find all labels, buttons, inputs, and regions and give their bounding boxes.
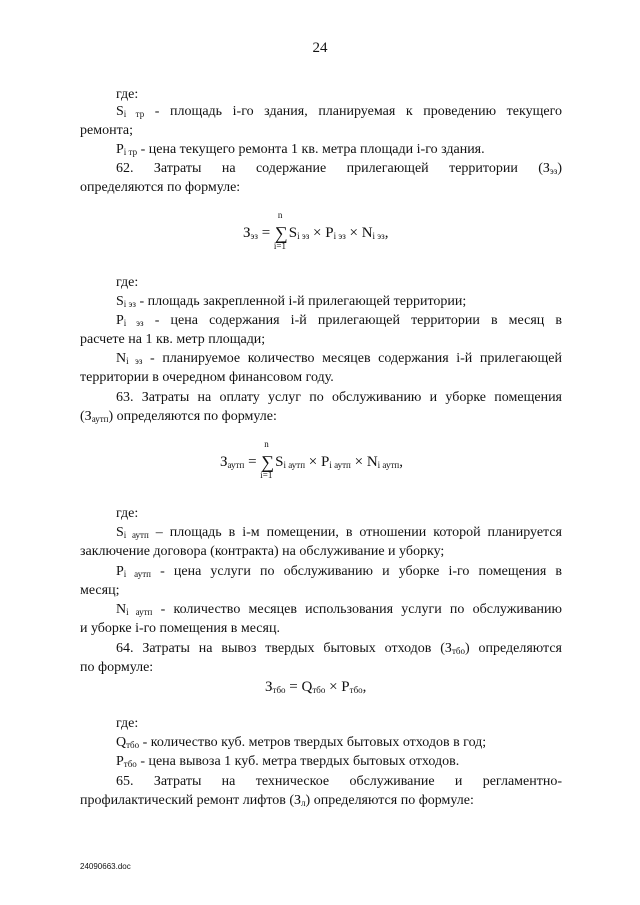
definition-s-iautp: $S_{i аутп}$ – площадь в i-м помещении, в отношении которой планируется	[116, 525, 562, 540]
definition-n-iez-continued: территории в очередном финансовом году.	[80, 370, 334, 385]
item-65-heading-continued: профилактический ремонт лифтов $(З_л)$ определяются по формуле:	[80, 793, 474, 808]
formula-62: $З_{эз}$ = ∑ n i=1 $S_{i эз} \times P_{i эз} \times N_{i эз}$,	[243, 210, 389, 251]
where-label: где:	[116, 506, 139, 521]
where-label: где:	[116, 87, 139, 102]
definition-p-itr: $P_{i тр}$ - цена текущего ремонта 1 кв. метра площади i-го здания.	[116, 142, 485, 157]
where-label: где:	[116, 275, 139, 290]
sum-symbol: ∑ n i=1	[260, 439, 275, 480]
where-label: где:	[116, 716, 139, 731]
formula-64: $З_{тбо} = Q_{тбо} \times P_{тбо}$,	[265, 679, 367, 695]
sum-symbol: ∑ n i=1	[273, 210, 288, 251]
definition-n-iez: $N_{i эз}$ - планируемое количество месяцев содержания i-й прилегающей	[116, 351, 562, 366]
definition-p-iez-continued: расчете на 1 кв. метр площади;	[80, 332, 266, 347]
document-footer: 24090663.doc	[80, 862, 131, 871]
definition-p-iautp-continued: месяц;	[80, 583, 120, 598]
item-62-heading-continued: определяются по формуле:	[80, 180, 241, 195]
item-64-heading-continued: по формуле:	[80, 660, 154, 675]
definition-q-tbo: $Q_{тбо}$ - количество куб. метров твердых бытовых отходов в год;	[116, 735, 487, 750]
definition-p-tbo: $P_{тбо}$ - цена вывоза 1 куб. метра твердых бытовых отходов.	[116, 754, 460, 769]
item-63-heading-continued: $(З_{аутп})$ определяются по формуле:	[80, 409, 277, 424]
page-number: 24	[312, 40, 328, 56]
item-63-heading: 63. Затраты на оплату услуг по обслуживанию и уборке помещения	[116, 390, 562, 405]
definition-s-itr: $S_{i тр}$ - площадь i-го здания, планируемая к проведению текущего	[116, 104, 563, 119]
formula-63: $З_{аутп}$ = ∑ n i=1 $S_{i аутп} \times P_{i аутп} \times N_{i аутп}$,	[220, 439, 403, 480]
item-64-heading: 64. Затраты на вывоз твердых бытовых отходов $(З_{тбо})$ определяются	[116, 641, 562, 656]
definition-p-iautp: $P_{i аутп}$ - цена услуги по обслуживанию и уборке i-го помещения в	[116, 564, 562, 579]
definition-n-iautp-continued: и уборке i-го помещения в месяц.	[80, 621, 280, 636]
definition-p-iez: $P_{i эз}$ - цена содержания i-й прилегающей территории в месяц в	[116, 313, 562, 328]
definition-s-itr-continued: ремонта;	[80, 123, 133, 138]
definition-s-iautp-continued: заключение договора (контракта) на обслуживание и уборку;	[80, 544, 445, 559]
item-65-heading: 65. Затраты на техническое обслуживание и регламентно-	[116, 774, 562, 789]
definition-s-iez: $S_{i эз}$ - площадь закрепленной i-й прилегающей территории;	[116, 294, 467, 309]
definition-n-iautp: $N_{i аутп}$ - количество месяцев использования услуги по обслуживанию	[116, 602, 562, 617]
item-62-heading: 62. Затраты на содержание прилегающей территории $(З_{эз})$	[116, 161, 562, 176]
